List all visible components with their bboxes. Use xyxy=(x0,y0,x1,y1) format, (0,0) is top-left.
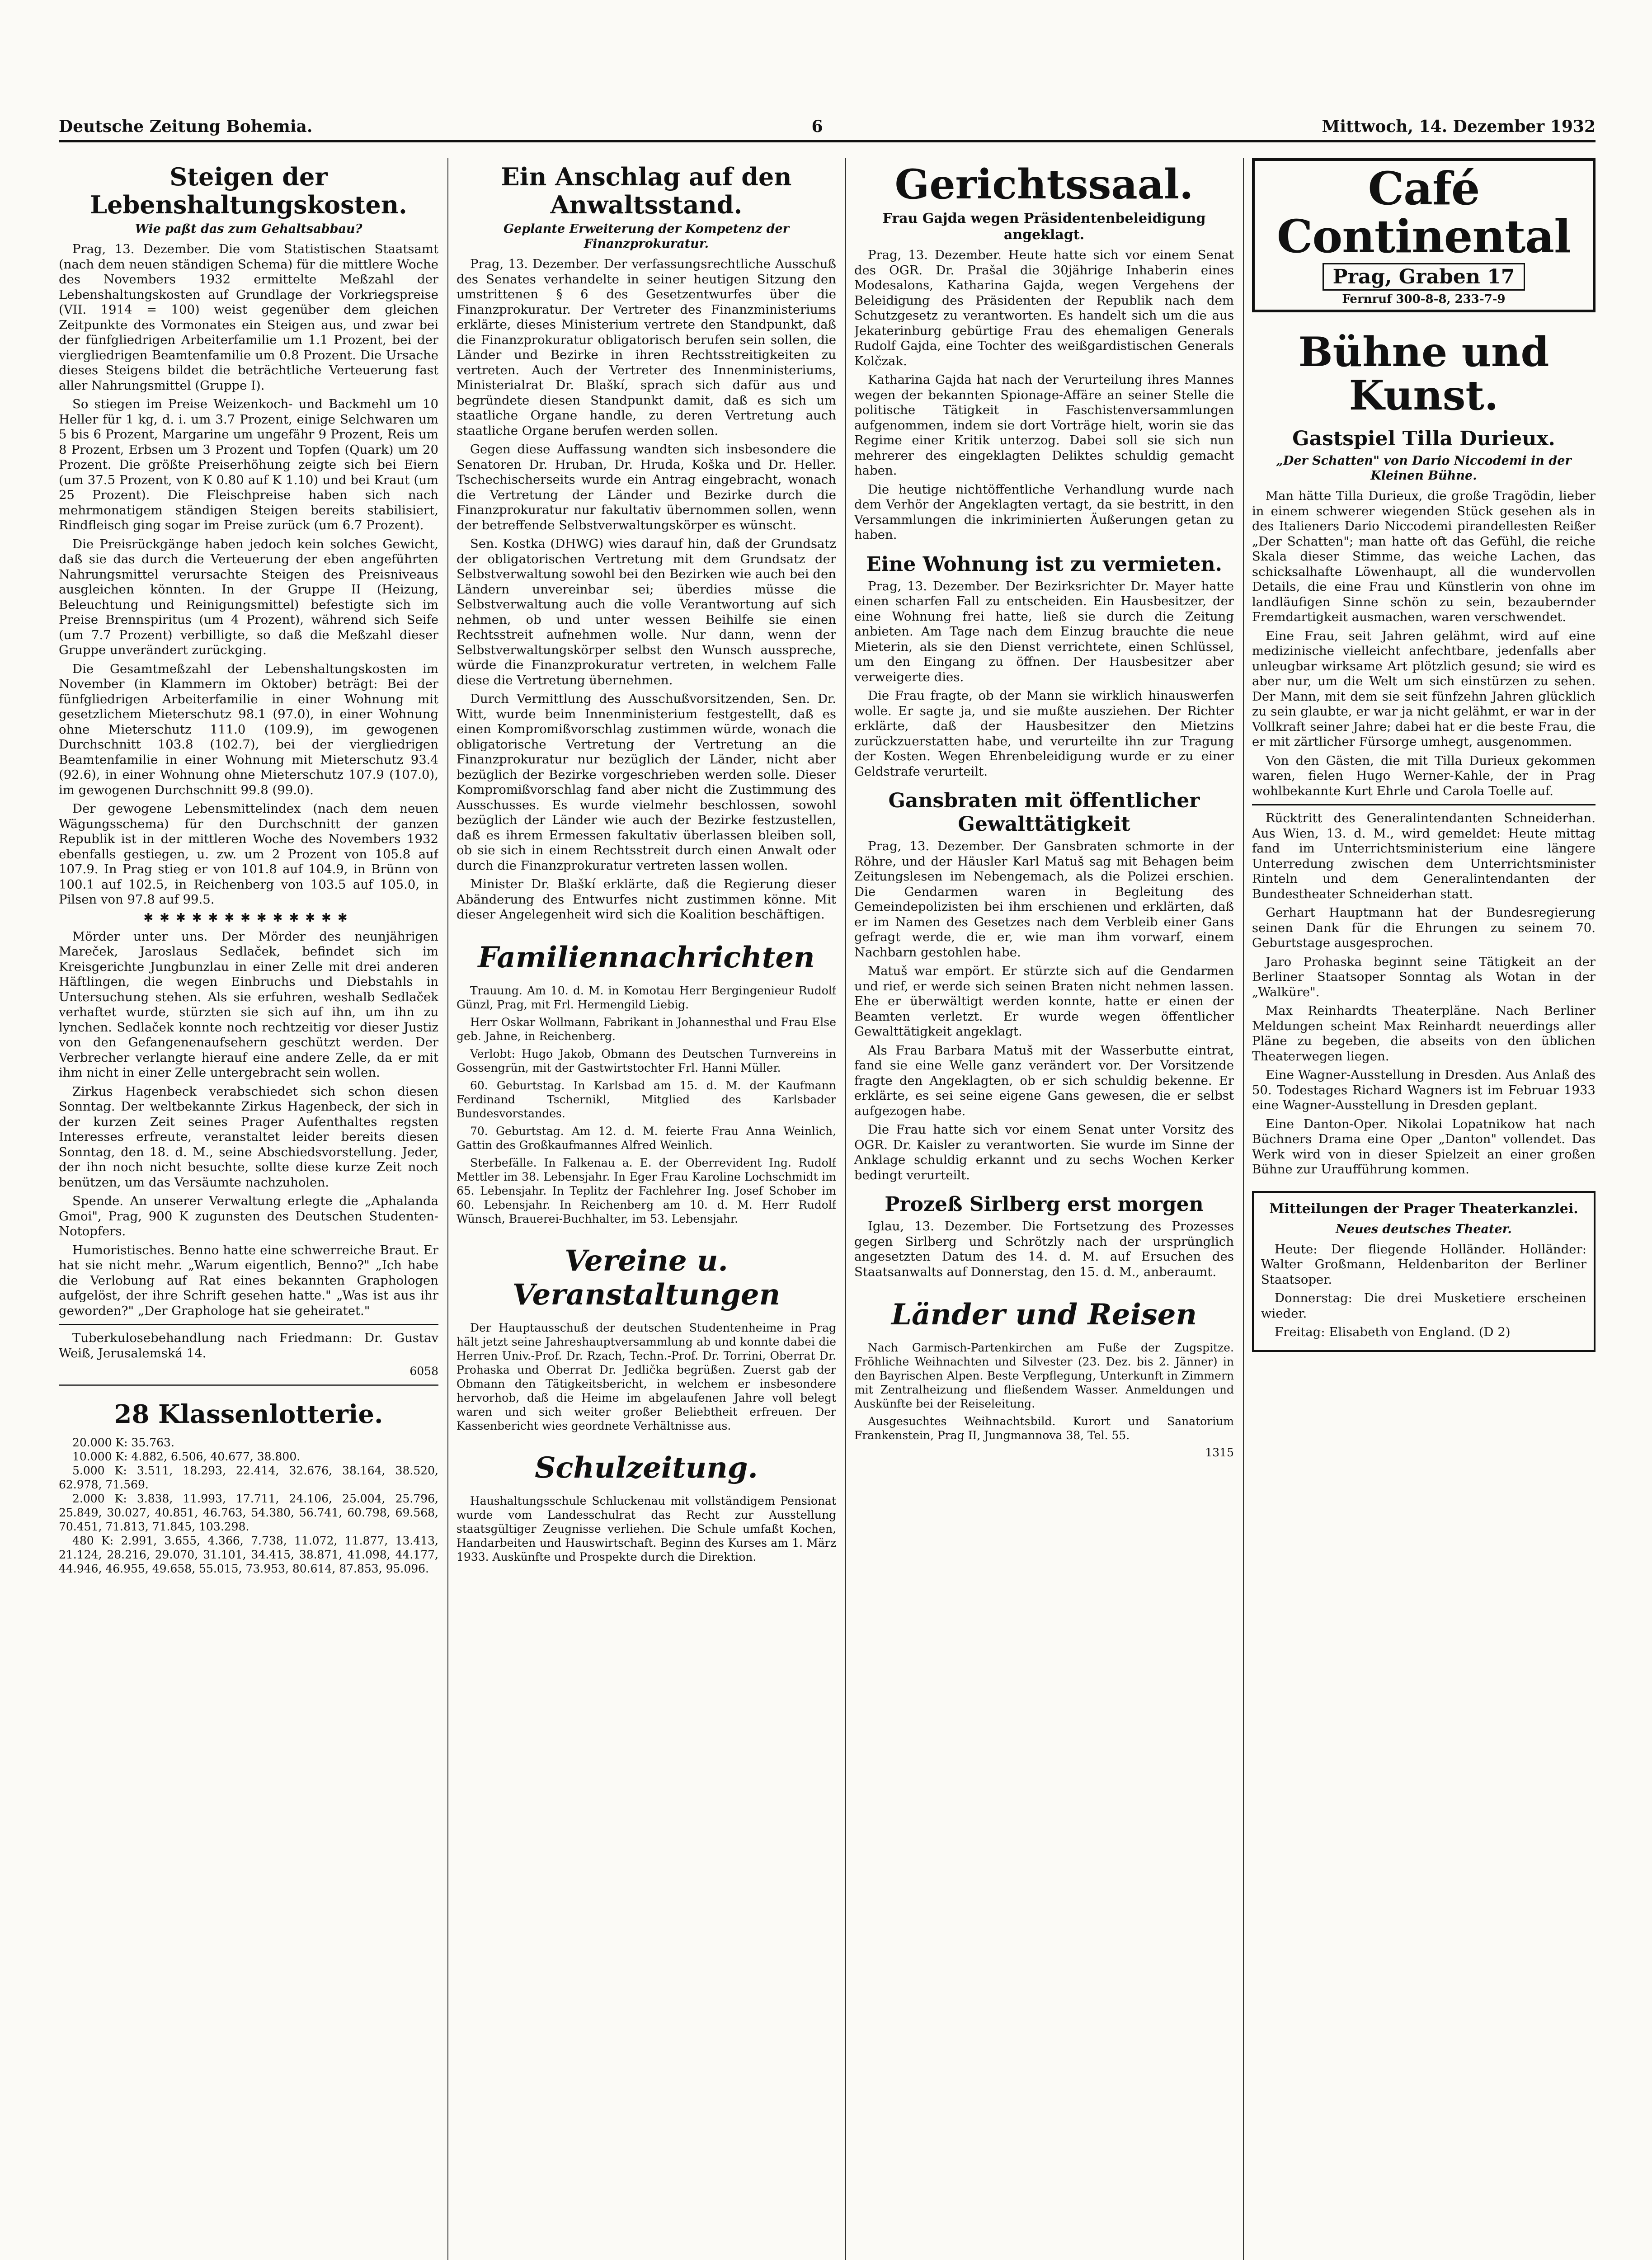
column-rule xyxy=(845,158,846,2260)
section-heading-family: Familiennachrichten xyxy=(478,940,815,975)
section-heading-arts: Bühne und Kunst. xyxy=(1298,328,1549,419)
lottery-row: 20.000 K: 35.763. xyxy=(72,1436,174,1449)
news-item: Rücktritt des Generalintendanten Schneiderhan. Aus Wien, 13. d. M., wird gemeldet: Heute mittag fand im Unterrichtsministerium eine längere Unterredung zwischen dem Unterrichtsminister Rinteln und dem Generalintendanten der Bundestheater Schneiderhan statt. xyxy=(1252,811,1596,901)
masthead-page-number: 6 xyxy=(811,117,823,136)
cafe-name: Café Continental xyxy=(1276,162,1571,263)
article-paragraph: Die Frau hatte sich vor einem Senat unter Vorsitz des OGR. Dr. Kaisler zu verantworten. Sie wurde im Sinne der Anklage schuldig erkannt und zu sechs Wochen Kerker bedingt verurteilt. xyxy=(854,1122,1234,1182)
theater-subhead: Neues deutsches Theater. xyxy=(1336,1222,1512,1236)
article-paragraph: Die Gesamtmeßzahl der Lebenshaltungskosten im November (in Klammern im Oktober) beträgt: Bei der fünfgliedrigen Arbeiterfamilie in einer Wohnung mit gesetzlichem Mieterschutz 98.1 (97.0), in einer Wohnung ohne Mieterschutz 111.0 (109.9), im gewogenen Durchschnitt 103.8 (102.7), bei der viergliedrigen Beamtenfamilie in einer Wohnung mit Mieterschutz 93.4 (92.6), in einer Wohnung ohne Mieterschutz 107.9 (107.0), im gewogenen Durchschnitt 99.8 (99.0). xyxy=(59,661,438,797)
notice: Trauung. Am 10. d. M. in Komotau Herr Bergingenieur Rudolf Günzl, Prag, mit Frl. Hermengild Liebig. xyxy=(457,984,836,1011)
family-notices xyxy=(457,984,836,1226)
theater-notices-box xyxy=(1252,1191,1596,1352)
article-subhead: Wie paßt das zum Gehaltsabbau? xyxy=(135,222,362,236)
article-paragraph: Prag, 13. Dezember. Die vom Statistischen Staatsamt (nach dem neuen ständigen Schema) für die mittlere Woche des Novembers 1932 ermittelte Meßzahl der Lebenshaltungskosten auf Grundlage der Vorkriegspreise (VII. 1914 = 100) weist gegenüber dem gleichen Zeitpunkte des Vormonates ein Steigen aus, und zwar bei der fünfgliedrigen Arbeiterfamilie um 1.1 Prozent, bei der viergliedrigen Beamtenfamilie um 0.8 Prozent. Die Ursache dieses Steigens bildet die beträchtliche Verteuerung fast aller Nahrungsmittel (Gruppe I). xyxy=(59,242,438,393)
masthead-date: Mittwoch, 14. Dezember 1932 xyxy=(1322,117,1596,136)
notice: Freitag: Elisabeth von England. (D 2) xyxy=(1275,1325,1511,1339)
news-item: Humoristisches. Benno hatte eine schwerreiche Braut. Er hat sie nicht mehr. „Warum eigentlich, Benno?" „Ich habe die Verlobung auf Rat eines bekannten Graphologen aufgelöst, der ihre Schrift gesehen hatte." „Was ist aus ihr geworden?" „Der Graphologe hat sie geheiratet." xyxy=(59,1243,438,1318)
news-item: Gerhart Hauptmann hat der Bundesregierung seinen Dank für die Ehrungen zu seinem 70. Geburtstage ausgesprochen. xyxy=(1252,905,1596,950)
column-4 xyxy=(1252,158,1596,1352)
column-3 xyxy=(854,158,1234,1464)
article-paragraph: Gegen diese Auffassung wandten sich insbesondere die Senatoren Dr. Hruban, Dr. Hruda, Koška und Dr. Heller. Tschechischerseits wurde ein Antrag eingebracht, wonach die Vertretung der Länder und Bezirke durch die Finanzprokuratur nur fakultativ übernommen sollen, wenn der betreffende Selbstverwaltungskörper es wünscht. xyxy=(457,442,836,532)
article-paragraph: Katharina Gajda hat nach der Verurteilung ihres Mannes wegen der bekannten Spionage-Affäre an seiner Stelle die politische Tätigkeit in Faschistenversammlungen aufgenommen, indem sie dort Vorträge hielt, worin sie das Regime einer Kritik unterzog. Dabei soll sie sich nun mehrerer des eingeklagten Deliktes schuldig gemacht haben. xyxy=(854,372,1234,478)
article-paragraph: Als Frau Barbara Matuš mit der Wasserbutte eintrat, fand sie eine Welle ganz verändert vor. Der Vorsitzende fragte den Angeklagten, ob er sich schuldig bekenne. Er erklärte, es sei seine eigene Gans gewesen, die er selbst aufgezogen habe. xyxy=(854,1043,1234,1118)
article-subhead: Geplante Erweiterung der Kompetenz der Finanzprokuratur. xyxy=(504,222,789,251)
article-paragraph: Man hätte Tilla Durieux, die große Tragödin, lieber in einem schwerer wiegenden Stück gesehen als in des Italieners Dario Niccodemi pirandellesten Reißer „Der Schatten"; man hatte oft das Gefühl, die reiche Skala dieser Stimme, das weiche Lachen, das schicksalhafte Löwenhaupt, all die wundervollen Details, die eine Frau und Künstlerin von ohne im landläufigen Sinne schön zu sein, bezaubernder Fremdartigkeit ausmachen, waren verschwendet. xyxy=(1252,489,1596,624)
column-rule xyxy=(447,158,448,2260)
article-headline: Prozeß Sirlberg erst morgen xyxy=(885,1193,1204,1216)
notice: Heute: Der fliegende Holländer. Holländer: Walter Großmann, Heldenbariton der Berliner Staatsoper. xyxy=(1261,1242,1586,1287)
divider xyxy=(59,1384,438,1386)
theater-notices-title: Mitteilungen der Prager Theaterkanzlei. xyxy=(1269,1201,1578,1217)
article-paragraph: Sen. Kostka (DHWG) wies darauf hin, daß der Grundsatz der obligatorischen Vertretung mit dem Grundsatz der Selbstverwaltung sowohl bei den Bezirken wie auch bei den Ländern unvereinbar sei; überdies müsse die Selbstverwaltung auch die volle Verantwortung auf sich nehmen, ob und unter wessen Beihilfe sie einen Rechtsstreit aufnehmen wolle. Nur dann, wenn der Selbstverwaltungskörper selbst den Wunsch ausspreche, würde die Finanzprokuratur vertreten, in welchem Falle diese die Vertretung übernehmen. xyxy=(457,537,836,687)
notice: Verlobt: Hugo Jakob, Obmann des Deutschen Turnvereins in Gossengrün, mit der Gastwirtstochter Frl. Hanni Müller. xyxy=(457,1047,836,1074)
lottery-title: 28 Klassenlotterie. xyxy=(114,1399,383,1429)
section-heading-travel: Länder und Reisen xyxy=(891,1298,1197,1332)
divider xyxy=(1252,804,1596,805)
lottery-row: 480 K: 2.991, 3.655, 4.366, 7.738, 11.072, 11.877, 13.413, 21.124, 28.216, 29.070, 31.101, 34.415, 38.871, 41.098, 44.177, 44.946, 46.955, 49.658, 55.015, 73.953, 80.614, 87.853, 95.096. xyxy=(59,1534,438,1575)
travel-notices xyxy=(854,1341,1234,1459)
notice: Nach Garmisch-Partenkirchen am Fuße der Zugspitze. Fröhliche Weihnachten und Silvester (23. Dez. bis 2. Jänner) in den Bayrischen Alpen. Beste Verpflegung, Unterkunft in Zimmern mit Zentralheizung und fließendem Wasser. Anmeldungen und Auskünfte bei der Reiseleitung. xyxy=(854,1341,1234,1410)
news-item: Spende. An unserer Verwaltung erlegte die „Aphalanda Gmoi", Prag, 900 K zugunsten des Deutschen Studenten-Notopfers. xyxy=(59,1194,438,1238)
masthead-paper-name: Deutsche Zeitung Bohemia. xyxy=(59,117,313,136)
cafe-advertisement xyxy=(1252,158,1596,312)
cafe-address: Prag, Graben 17 xyxy=(1323,263,1525,291)
column-2 xyxy=(457,158,836,1568)
notice: Ausgesuchtes Weihnachtsbild. Kurort und Sanatorium Frankenstein, Prag II, Jungmannova 38, Tel. 55. xyxy=(854,1415,1234,1442)
article-paragraph: Iglau, 13. Dezember. Die Fortsetzung des Prozesses gegen Sirlberg und Schrötzly nach der ursprünglich angesetzten Datum des 14. d. M. auf Ersuchen des Staatsanwalts auf Donnerstag, den 15. d. M., anberaumt. xyxy=(854,1219,1234,1279)
ad-code: 6058 xyxy=(409,1365,438,1378)
section-heading-court: Gerichtssaal. xyxy=(894,160,1194,208)
column-rule xyxy=(1243,158,1244,2260)
article-paragraph: Der gewogene Lebensmittelindex (nach dem neuen Wägungsschema) für den Durchschnitt der ganzen Republik ist in der mittleren Woche des Novembers 1932 ebenfalls gestiegen, u. zw. um 2 Prozent von 105.8 auf 107.9. In Prag stieg er von 101.8 auf 104.9, in Brünn von 100.1 auf 102.5, in Reichenberg von 103.5 auf 105.0, in Pilsen von 97.8 auf 99.5. xyxy=(59,801,438,907)
article-paragraph: Minister Dr. Blaškí erklärte, daß die Regierung dieser Abänderung des Entwurfes nicht zustimmen könne. Mit dieser Angelegenheit wird sich die Koalition beschäftigen. xyxy=(457,877,836,922)
masthead xyxy=(59,113,1596,142)
article-subhead: „Der Schatten" von Dario Niccodemi in der Kleinen Bühne. xyxy=(1276,454,1572,483)
news-item: Zirkus Hagenbeck verabschiedet sich schon diesen Sonntag. Der weltbekannte Zirkus Hagenbeck, der sich in der kurzen Zeit seines Prager Aufenthaltes regsten Interesses erfreute, veranstaltet leider bereits diesen Sonntag, den 18. d. M., seine Abschiedsvorstellung. Jeder, der ihn noch nicht besuchte, sollte diese kurze Zeit noch benützen, um das Versäumte nachzuholen. xyxy=(59,1084,438,1190)
column-1 xyxy=(59,158,438,1576)
cafe-telephone: Fernruf 300-8-8, 233-7-9 xyxy=(1342,292,1506,306)
article-paragraph: Durch Vermittlung des Ausschußvorsitzenden, Sen. Dr. Witt, wurde beim Innenministerium festgestellt, daß es einen Kompromißvorschlag zustimmen würde, wonach die obligatorische Vertretung der Vertretung an die Finanzprokuratur nur bezüglich der Länder, nicht aber bezüglich der Bezirke vorgeschrieben werden solle. Dieser Kompromißvorschlag fand aber nicht die Zustimmung des Ausschusses. Es wurde vielmehr beschlossen, sowohl bezüglich der Länder wie auch der Bezirke festzustellen, daß es ihrem Ermessen fakultativ überlassen bleiben soll, ob sie sich in einem Rechtsstreit durch einen Anwalt oder durch die Finanzprokuratur vertreten lassen wollen. xyxy=(457,692,836,873)
article-paragraph: So stiegen im Preise Weizenkoch- und Backmehl um 10 Heller für 1 kg, d. i. um 3.7 Prozent, einige Selchwaren um 5 bis 6 Prozent, Margarine um ungefähr 9 Prozent, Reis um 8 Prozent, Erbsen um 3 Prozent und Topfen (Quark) um 20 Prozent. Die größte Preiserhöhung zeigte sich bei Eiern (um 37.5 Prozent, von K 0.80 auf K 1.10) und bei Kraut (um 25 Prozent). Die Fleischpreise haben sich nach mehrmonatigem ständigen Steigen bereits stabilisiert, Rindfleisch ging sogar im Preise zurück (um 6.7 Prozent). xyxy=(59,397,438,532)
divider xyxy=(59,1324,438,1325)
article-paragraph: Prag, 13. Dezember. Der Bezirksrichter Dr. Mayer hatte einen scharfen Fall zu entscheiden. Ein Hausbesitzer, der eine Wohnung frei hatte, ließ sie durch die Zeitung anbieten. Am Tage nach dem Einzug brauchte die neue Mieterin, als sie den Dienst verrichtete, einen Schlüssel, um den Eingang zu öffnen. Der Hausbesitzer aber verweigerte dies. xyxy=(854,579,1234,684)
notice: 60. Geburtstag. In Karlsbad am 15. d. M. der Kaufmann Ferdinand Tschernikl, Mitglied des Karlsbader Bundesvorstandes. xyxy=(457,1078,836,1120)
lottery-row: 10.000 K: 4.882, 6.506, 40.677, 38.800. xyxy=(72,1450,301,1463)
article-paragraph: Matuš war empört. Er stürzte sich auf die Gendarmen und rief, er werde sich seinen Braten nicht nehmen lassen. Ehe er überwältigt werden konnte, hatte er einen der Beamten verletzt. Er wurde wegen öffentlicher Gewalttätigkeit angeklagt. xyxy=(854,964,1234,1039)
club-notices xyxy=(457,1321,836,1433)
ad-code: 1315 xyxy=(1205,1446,1234,1459)
news-item: Max Reinhardts Theaterpläne. Nach Berliner Meldungen scheint Max Reinhardt neuerdings aller Pläne zu begeben, die abseits von den üblichen Theaterwegen liegen. xyxy=(1252,1003,1596,1064)
news-item: Mörder unter uns. Der Mörder des neunjährigen Mareček, Jaroslaus Sedlaček, befindet sich im Kreisgerichte Jungbunzlau in einer Zelle mit drei anderen Häftlingen, die wegen Einbruchs und Diebstahls in Untersuchung stehen. Als sie erfuhren, weshalb Sedlaček verhaftet wurde, stürzten sie sich auf ihn, um ihn zu lynchen. Sedlaček konnte noch rechtzeitig vor dieser Justiz von den Gefangenenaufsehern geschützt werden. Der Verbrecher verlangte hierauf eine andere Zelle, da er mit ihm nicht in einer Zelle untergebracht sein wollen. xyxy=(59,929,438,1080)
newspaper-page xyxy=(59,113,1596,2260)
notice: Herr Oskar Wollmann, Fabrikant in Johannesthal und Frau Else geb. Jahne, in Reichenberg. xyxy=(457,1015,836,1043)
article-headline: Steigen der Lebenshaltungskosten. xyxy=(90,162,407,219)
notice: Der Hauptausschuß der deutschen Studentenheime in Prag hält jetzt seine Jahreshauptversammlung ab und konnte dabei die Herren Univ.-Prof. Dr. Rzach, Techn.-Prof. Dr. Torrini, Oberrat Dr. Prohaska und Oberrat Dr. Jedlička begrüßen. Zuerst gab der Obmann den Tätigkeitsbericht, in welchem er insbesondere hervorhob, daß die Heime im abgelaufenen Jahre voll belegt waren und sich weiter großer Beliebtheit erfreuen. Der Kassenbericht wies geordnete Verhältnisse aus. xyxy=(457,1321,836,1432)
notice: Donnerstag: Die drei Musketiere erscheinen wieder. xyxy=(1261,1291,1586,1321)
school-notices xyxy=(457,1494,836,1564)
article-paragraph: Eine Frau, seit Jahren gelähmt, wird auf eine medizinische vielleicht anfechtbare, jedenfalls aber unleugbar wirksame Art plötzlich gesund; sie wird es aber nur, um die Welt um sich einstürzen zu sehen. Der Mann, mit dem sie seit fünfzehn Jahren glücklich zu sein glaubte, er war ja nicht gelähmt, er war in der Vollkraft seiner Jahre; dabei hat er die beste Frau, die er mit zärtlicher Fürsorge umhegt, ausgenommen. xyxy=(1252,628,1596,749)
lottery-row: 5.000 K: 3.511, 18.293, 22.414, 32.676, 38.164, 38.520, 62.978, 71.569. xyxy=(59,1464,438,1491)
article-paragraph: Prag, 13. Dezember. Der Gansbraten schmorte in der Röhre, und der Häusler Karl Matuš sag mit Behagen beim Zeitungslesen im Nebengemach, als die Polizei erschien. Die Gendarmen waren in Begleitung des Gemeindepolizisten bei ihm erschienen und erklärten, daß er im Namen des Gesetzes nach dem Verbleib einer Gans gefragt werde, die er, wie man ihm vorwarf, einem Nachbarn gestohlen habe. xyxy=(854,839,1234,960)
article-headline: Gastspiel Tilla Durieux. xyxy=(1292,427,1555,450)
article-headline: Ein Anschlag auf den Anwaltsstand. xyxy=(501,162,792,219)
separator-ornament: ✱✱✱✱✱✱✱✱✱✱✱✱✱ xyxy=(143,911,354,925)
news-item: Eine Wagner-Ausstellung in Dresden. Aus Anlaß des 50. Todestages Richard Wagners ist im Februar 1933 eine Wagner-Ausstellung in Dresden geplant. xyxy=(1252,1068,1596,1112)
lottery-row: 2.000 K: 3.838, 11.993, 17.711, 24.106, 25.004, 25.796, 25.849, 30.027, 40.851, 46.763, 54.380, 56.741, 60.798, 69.568, 70.451, 71.813, 71.845, 103.298. xyxy=(59,1492,438,1533)
article-paragraph: Von den Gästen, die mit Tilla Durieux gekommen waren, fielen Hugo Werner-Kahle, der in Prag wohlbekannte Kurt Ehrle und Carola Toelle auf. xyxy=(1252,753,1596,798)
article-paragraph: Prag, 13. Dezember. Der verfassungsrechtliche Ausschuß des Senates verhandelte in seiner heutigen Sitzung den umstrittenen § 6 des Gesetzentwurfes über die Finanzprokuratur. Der Vertreter des Finanzministeriums erklärte, dieses Ministerium vertrete den Standpunkt, daß die Finanzprokuratur obligatorisch berufen sein sollen, die Länder und Bezirke in ihren Rechtsstreitigkeiten zu vertreten. Auch der Vertreter des Innenministeriums, Ministerialrat Dr. Blaškí, sprach sich dafür aus und begründete diesen Standpunkt damit, daß es sich um staatliche Organe handle, zu deren Vertretung auch staatliche Organe berufen werden sollen. xyxy=(457,257,836,438)
ad-text: Tuberkulosebehandlung nach Friedmann: Dr. Gustav Weiß, Jerusalemská 14. xyxy=(59,1331,438,1361)
article-headline: Gansbraten mit öffentlicher Gewalttätigkeit xyxy=(888,789,1200,836)
notice: Haushaltungsschule Schluckenau mit vollständigem Pensionat wurde vom Landesschulrat das Recht zur Ausstellung staatsgültiger Zeugnisse verliehen. Die Schule umfaßt Kochen, Handarbeiten und Hauswirtschaft. Beginn des Kurses am 1. März 1933. Auskünfte und Prospekte durch die Direktion. xyxy=(457,1494,836,1563)
article-headline: Frau Gajda wegen Präsidentenbeleidigung angeklagt. xyxy=(882,211,1206,243)
article-paragraph: Die heutige nichtöffentliche Verhandlung wurde nach dem Verhör der Angeklagten vertagt, da sie bestritt, in den Versammlungen die inkriminierten Äußerungen getan zu haben. xyxy=(854,482,1234,542)
section-heading-clubs: Vereine u. Veranstaltungen xyxy=(512,1243,781,1312)
notice: 70. Geburtstag. Am 12. d. M. feierte Frau Anna Weinlich, Gattin des Großkaufmannes Alfred Weinlich. xyxy=(457,1124,836,1152)
news-item: Eine Danton-Oper. Nikolai Lopatnikow hat nach Büchners Drama eine Oper „Danton" vollendet. Das Werk wird von in dieser Spielzeit an einer großen Bühne zur Uraufführung kommen. xyxy=(1252,1116,1596,1177)
news-item: Jaro Prohaska beginnt seine Tätigkeit an der Berliner Staatsoper Sonntag als Wotan in der „Walküre". xyxy=(1252,954,1596,999)
notice: Sterbefälle. In Falkenau a. E. der Oberrevident Ing. Rudolf Mettler im 38. Lebensjahr. In Eger Frau Karoline Lochschmidt im 65. Lebensjahr. In Teplitz der Fachlehrer Ing. Josef Schober im 60. Lebensjahr. In Reichenberg am 10. d. M. Herr Rudolf Wünsch, Brauerei-Buchhalter, im 53. Lebensjahr. xyxy=(457,1156,836,1225)
article-paragraph: Die Frau fragte, ob der Mann sie wirklich hinauswerfen wolle. Er sagte ja, und sie mußte ausziehen. Der Richter erklärte, daß der Hausbesitzer den Mietzins zurückzuerstatten habe, und verurteilte ihn zur Tragung der Kosten. Wegen Ehrenbeleidigung wurde er zu einer Geldstrafe verurteilt. xyxy=(854,688,1234,779)
section-heading-school: Schulzeitung. xyxy=(535,1450,758,1485)
article-paragraph: Die Preisrückgänge haben jedoch kein solches Gewicht, daß sie das durch die Verteuerung der eben angeführten Nahrungsmittel verursachte Steigen des Preisniveaus ausgleichen könnten. In der Gruppe II (Heizung, Beleuchtung und Reinigungsmittel) befestigte sich im Preise Brennspiritus (um 4 Prozent), während sich Seife (um 7.7 Prozent) verbilligte, so daß die Meßzahl dieser Gruppe unverändert zurückging. xyxy=(59,537,438,657)
article-headline: Eine Wohnung ist zu vermieten. xyxy=(866,552,1222,576)
article-paragraph: Prag, 13. Dezember. Heute hatte sich vor einem Senat des OGR. Dr. Prašal die 30jährige Inhaberin eines Modesalons, Katharina Gajda, wegen Vergehens der Beleidigung des Präsidenten der Republik nach dem Schutzgesetz zu verantworten. Es handelt sich um die aus Jekaterinburg gebürtige Frau des ehemaligen Generals Rudolf Gajda, eine Tochter des weißgardistischen Generals Kolčzak. xyxy=(854,248,1234,368)
